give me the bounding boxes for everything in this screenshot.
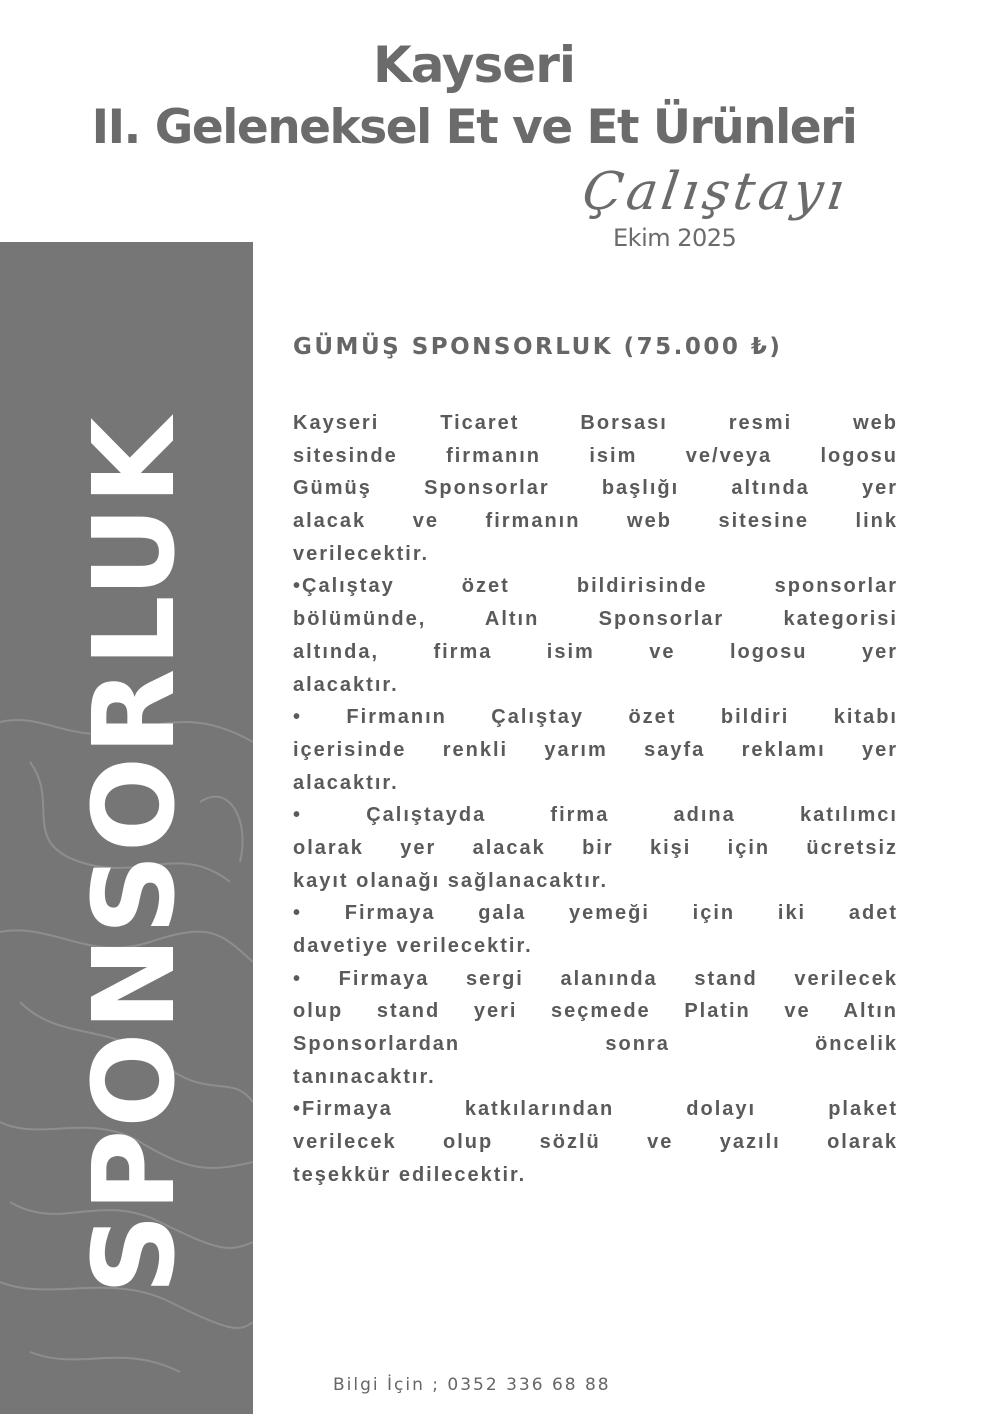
title-event: II. Geleneksel Et ve Et Ürünleri xyxy=(91,100,857,155)
text-line: içerisinde renkli yarım sayfa reklamı yer xyxy=(293,738,898,761)
text-line: alacaktır. xyxy=(293,673,399,696)
sidebar-banner xyxy=(0,242,253,1414)
benefit-paragraph xyxy=(293,1093,898,1191)
text-line: bölümünde, Altın Sponsorlar kategorisi xyxy=(293,608,898,631)
text-line: altında, firma isim ve logosu yer xyxy=(293,640,898,663)
text-line: verilecek olup sözlü ve yazılı olarak xyxy=(293,1131,898,1154)
text-line: tanınacaktır. xyxy=(293,1065,436,1088)
event-date: Ekim 2025 xyxy=(613,224,737,252)
text-line: olarak yer alacak bir kişi için ücretsiz xyxy=(293,836,898,859)
text-line: verilecektir. xyxy=(293,542,430,565)
text-line: teşekkür edilecektir. xyxy=(293,1163,527,1186)
text-line: Kayseri Ticaret Borsası resmi web xyxy=(293,412,898,434)
text-line: • Çalıştayda firma adına katılımcı xyxy=(293,804,898,827)
benefit-paragraph xyxy=(293,897,898,962)
text-line: olup stand yeri seçmede Platin ve Altın xyxy=(293,1000,898,1023)
text-line: kayıt olanağı sağlanacaktır. xyxy=(293,869,609,892)
text-line: alacak ve firmanın web sitesine link xyxy=(293,510,898,533)
contact-info: Bilgi İçin ; 0352 336 68 88 xyxy=(333,1375,611,1395)
benefit-paragraph xyxy=(293,963,898,1094)
benefit-paragraph xyxy=(293,701,898,799)
title-script: Çalıştayı xyxy=(578,162,852,222)
text-line: davetiye verilecektir. xyxy=(293,935,533,957)
title-city: Kayseri xyxy=(372,36,575,94)
text-line: •Firmaya katkılarından dolayı plaket xyxy=(293,1098,898,1121)
text-line: Gümüş Sponsorlar başlığı altında yer xyxy=(293,477,898,500)
text-line: • Firmaya gala yemeği için iki adet xyxy=(293,902,898,925)
sponsorship-vertical-label: SPONSORLUK xyxy=(70,415,200,1295)
benefit-paragraph xyxy=(293,570,898,701)
text-line: •Çalıştay özet bildirisinde sponsorlar xyxy=(293,575,898,598)
benefit-paragraph xyxy=(293,407,898,570)
benefits-text xyxy=(293,407,898,1192)
text-line: alacaktır. xyxy=(293,771,399,794)
sponsorship-tier-heading: GÜMÜŞ SPONSORLUK (75.000 ₺) xyxy=(293,334,783,360)
text-line: • Firmanın Çalıştay özet bildiri kitabı xyxy=(293,706,898,729)
text-line: Sponsorlardan sonra öncelik xyxy=(293,1033,898,1056)
text-line: • Firmaya sergi alanında stand verilecek xyxy=(293,967,898,990)
benefit-paragraph xyxy=(293,799,898,897)
text-line: sitesinde firmanın isim ve/veya logosu xyxy=(293,444,898,467)
